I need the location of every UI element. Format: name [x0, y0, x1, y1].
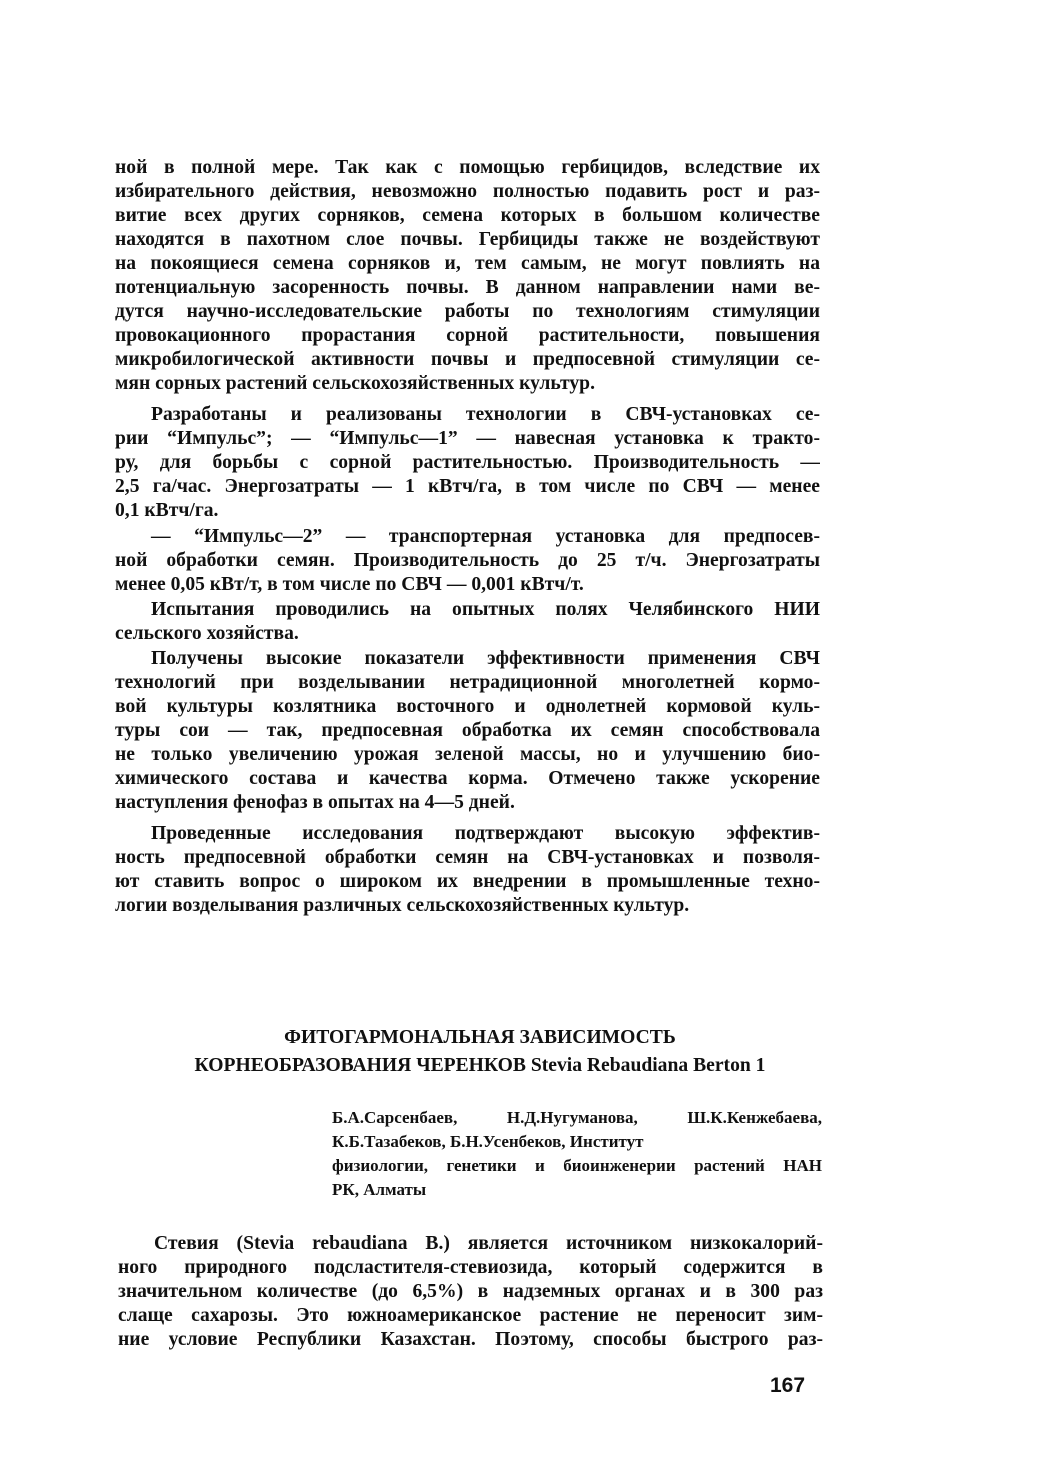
- text-line: — “Импульс—2” — транспортерная установка для предпосев-: [151, 526, 820, 547]
- text-line: значительном количестве (до 6,5%) в надземных органах и в 300 раз: [118, 1281, 823, 1302]
- text-line: химического состава и качества корма. Отмечено также ускорение: [115, 768, 820, 789]
- paragraph-4: [115, 598, 820, 646]
- page-number: 167: [770, 1374, 806, 1397]
- text-line: вой культуры козлятника восточного и однолетней кормовой куль-: [115, 696, 820, 717]
- paragraph-5: [115, 647, 820, 815]
- text-line: дутся научно-исследовательские работы по технологиям стимуляции: [115, 301, 820, 322]
- text-line: слаще сахарозы. Это южноамериканское растение не переносит зим-: [118, 1305, 823, 1326]
- text-line: ность предпосевной обработки семян на СВЧ-установках и позволя-: [115, 847, 820, 868]
- text-line: наступления фенофаз в опытах на 4—5 дней.: [115, 792, 515, 813]
- title-line: ФИТОГАРМОНАЛЬНАЯ ЗАВИСИМОСТЬ: [284, 1027, 676, 1048]
- title-line: КОРНЕОБРАЗОВАНИЯ ЧЕРЕНКОВ Stevia Rebaudiana Berton 1: [194, 1055, 766, 1076]
- text-line: ют ставить вопрос о широком их внедрении в промышленные техно-: [115, 871, 820, 892]
- author-line: Б.А.Сарсенбаев, Н.Д.Нугуманова, Ш.К.Кенжебаева,: [332, 1108, 822, 1127]
- author-line: К.Б.Тазабеков, Б.Н.Усенбеков, Институт: [332, 1132, 644, 1151]
- article-title: [100, 1024, 860, 1080]
- text-line: провокационного прорастания сорной растительности, повышения: [115, 325, 820, 346]
- text-line: ного природного подсластителя-стевиозида, который содержится в: [118, 1257, 823, 1278]
- text-line: избирательного действия, невозможно полностью подавить рост и раз-: [115, 181, 820, 202]
- text-line: Стевия (Stevia rebaudiana B.) является источником низкокалорий-: [154, 1233, 823, 1254]
- text-line: на покоящиеся семена сорняков и, тем самым, не могут повлиять на: [115, 253, 820, 274]
- text-line: Испытания проводились на опытных полях Челябинского НИИ: [151, 599, 820, 620]
- article-body: [118, 1232, 823, 1352]
- text-line: рии “Импульс”; — “Импульс—1” — навесная установка к тракто-: [115, 428, 820, 449]
- paragraph-1: [115, 156, 820, 396]
- text-line: менее 0,05 кВт/т, в том числе по СВЧ — 0,001 кВтч/т.: [115, 574, 584, 595]
- text-line: Проведенные исследования подтверждают высокую эффектив-: [151, 823, 820, 844]
- text-line: находятся в пахотном слое почвы. Гербициды также не воздействуют: [115, 229, 820, 250]
- text-line: витие всех других сорняков, семена которых в большом количестве: [115, 205, 820, 226]
- text-line: 0,1 кВтч/га.: [115, 500, 219, 521]
- paragraph-6: [115, 822, 820, 918]
- author-line: физиологии, генетики и биоинженерии растений НАН: [332, 1156, 822, 1175]
- text-line: 2,5 га/час. Энергозатраты — 1 кВтч/га, в том числе по СВЧ — менее: [115, 476, 820, 497]
- text-line: ние условие Республики Казахстан. Поэтому, способы быстрого раз-: [118, 1329, 823, 1350]
- article-authors: [332, 1106, 822, 1202]
- text-line: ной обработки семян. Производительность до 25 т/ч. Энергозатраты: [115, 550, 820, 571]
- text-line: ной в полной мере. Так как с помощью гербицидов, вследствие их: [115, 157, 820, 178]
- paragraph-2: [115, 403, 820, 523]
- text-line: не только увеличению урожая зеленой массы, но и улучшению био-: [115, 744, 820, 765]
- text-line: туры сои — так, предпосевная обработка их семян способствовала: [115, 720, 820, 741]
- text-line: Разработаны и реализованы технологии в СВЧ-установках се-: [151, 404, 820, 425]
- text-line: логии возделывания различных сельскохозяйственных культур.: [115, 895, 690, 916]
- paragraph-3: [115, 525, 820, 597]
- text-line: Получены высокие показатели эффективности применения СВЧ: [151, 648, 820, 669]
- text-line: мян сорных растений сельскохозяйственных культур.: [115, 373, 595, 394]
- text-line: микробилогической активности почвы и предпосевной стимуляции се-: [115, 349, 820, 370]
- text-line: потенциальную засоренность почвы. В данном направлении нами ве-: [115, 277, 820, 298]
- text-line: сельского хозяйства.: [115, 623, 299, 644]
- text-line: технологий при возделывании нетрадиционной многолетней кормо-: [115, 672, 820, 693]
- text-line: ру, для борьбы с сорной растительностью. Производительность —: [115, 452, 820, 473]
- author-line: РК, Алматы: [332, 1180, 427, 1199]
